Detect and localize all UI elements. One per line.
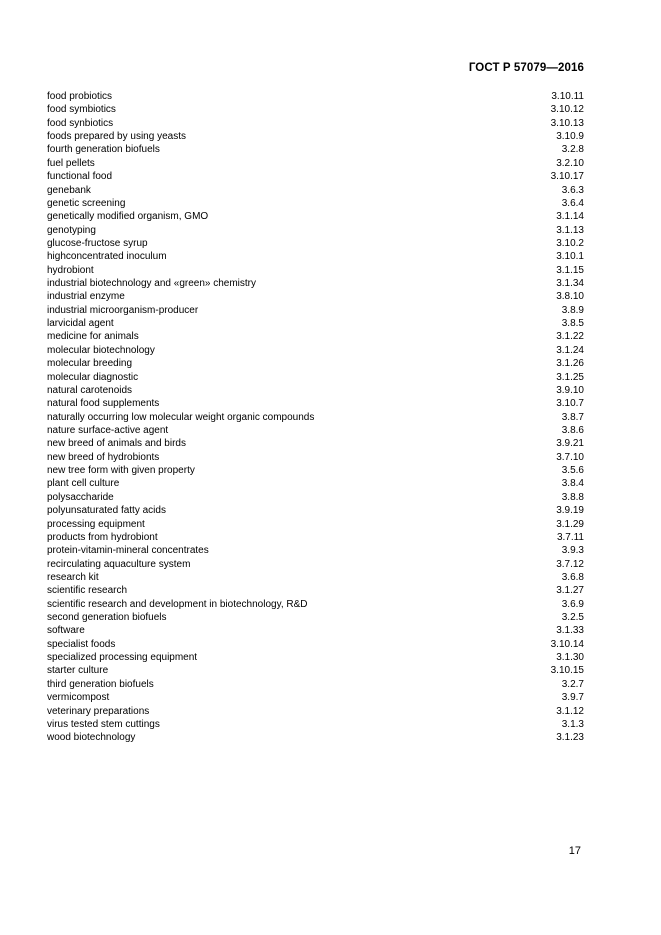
index-reference: 3.1.3 xyxy=(561,718,584,730)
index-entry xyxy=(47,411,584,424)
index-entry xyxy=(47,397,584,410)
index-entry xyxy=(47,290,584,303)
index-term: vermicompost xyxy=(47,692,110,704)
index-term: natural food supplements xyxy=(47,398,160,410)
index-entry xyxy=(47,544,584,557)
index-entry xyxy=(47,477,584,490)
index-term: food symbiotics xyxy=(47,104,116,116)
index-reference: 3.10.1 xyxy=(556,251,584,263)
index-reference: 3.6.9 xyxy=(561,598,584,610)
index-term: hydrobiont xyxy=(47,264,94,276)
index-entry xyxy=(47,197,584,210)
index-reference: 3.8.7 xyxy=(561,411,584,423)
index-reference: 3.9.10 xyxy=(556,384,584,396)
index-entry xyxy=(47,664,584,677)
index-entry xyxy=(47,424,584,437)
index-term: scientific research xyxy=(47,585,128,597)
index-reference: 3.1.26 xyxy=(556,358,584,370)
index-entry xyxy=(47,531,584,544)
index-term: new breed of hydrobionts xyxy=(47,451,160,463)
index-entry xyxy=(47,451,584,464)
index-entry xyxy=(47,731,584,744)
index-reference: 3.10.15 xyxy=(550,665,584,677)
index-reference: 3.2.8 xyxy=(561,144,584,156)
index-entry xyxy=(47,250,584,263)
standard-designation: ГОСТ Р 57079—2016 xyxy=(468,62,584,74)
index-entry xyxy=(47,678,584,691)
index-term: food synbiotics xyxy=(47,117,114,129)
index-reference: 3.6.8 xyxy=(561,571,584,583)
index-reference: 3.5.6 xyxy=(561,465,584,477)
index-reference: 3.1.23 xyxy=(556,732,584,744)
index-reference: 3.10.7 xyxy=(556,398,584,410)
index-entry xyxy=(47,184,584,197)
index-entry xyxy=(47,584,584,597)
index-entry xyxy=(47,437,584,450)
index-reference: 3.7.12 xyxy=(556,558,584,570)
index-reference: 3.10.2 xyxy=(556,237,584,249)
index-term: protein-vitamin-mineral concentrates xyxy=(47,545,209,557)
index-term: wood biotechnology xyxy=(47,732,136,744)
index-term: third generation biofuels xyxy=(47,678,154,690)
index-term: fuel pellets xyxy=(47,157,95,169)
index-reference: 3.9.19 xyxy=(556,505,584,517)
index-reference: 3.8.8 xyxy=(561,491,584,503)
index-term: functional food xyxy=(47,171,113,183)
index-term: nature surface-active agent xyxy=(47,424,169,436)
index-reference: 3.6.4 xyxy=(561,197,584,209)
index-entry xyxy=(47,103,584,116)
index-entry xyxy=(47,718,584,731)
index-reference: 3.1.29 xyxy=(556,518,584,530)
index-entry xyxy=(47,571,584,584)
page-number: 17 xyxy=(568,845,581,857)
index-term: medicine for animals xyxy=(47,331,139,343)
index-reference: 3.1.24 xyxy=(556,344,584,356)
index-entry xyxy=(47,624,584,637)
index-reference: 3.2.7 xyxy=(561,678,584,690)
index-term: genebank xyxy=(47,184,91,196)
index-term: specialized processing equipment xyxy=(47,652,198,664)
index-term: polyunsaturated fatty acids xyxy=(47,505,166,517)
index-reference: 3.7.10 xyxy=(556,451,584,463)
index-entry xyxy=(47,491,584,504)
index-term: scientific research and development in biotechnology, R&D xyxy=(47,598,308,610)
index-term: fourth generation biofuels xyxy=(47,144,160,156)
index-entry xyxy=(47,518,584,531)
index-reference: 3.1.12 xyxy=(556,705,584,717)
index-term: glucose-fructose syrup xyxy=(47,237,148,249)
index-term: new breed of animals and birds xyxy=(47,438,186,450)
index-reference: 3.1.33 xyxy=(556,625,584,637)
index-term: food probiotics xyxy=(47,91,113,102)
index-term: genetic screening xyxy=(47,197,126,209)
index-reference: 3.8.4 xyxy=(561,478,584,490)
index-entry xyxy=(47,117,584,130)
index-entry xyxy=(47,464,584,477)
index-entry xyxy=(47,170,584,183)
index-entry xyxy=(47,651,584,664)
index-term: industrial biotechnology and «green» chemistry xyxy=(47,278,257,290)
index-term: starter culture xyxy=(47,665,109,677)
index-term: recirculating aquaculture system xyxy=(47,558,191,570)
index-reference: 3.10.11 xyxy=(551,91,584,102)
index-term: products from hydrobiont xyxy=(47,531,158,543)
index-entry xyxy=(47,130,584,143)
index-entry xyxy=(47,264,584,277)
index-term: specialist foods xyxy=(47,638,116,650)
index-term: industrial microorganism-producer xyxy=(47,304,199,316)
index-entry xyxy=(47,691,584,704)
index-term: second generation biofuels xyxy=(47,612,167,624)
index-reference: 3.1.30 xyxy=(556,652,584,664)
index-reference: 3.1.15 xyxy=(556,264,584,276)
index-reference: 3.8.6 xyxy=(561,424,584,436)
index-reference: 3.9.3 xyxy=(561,545,584,557)
index-term: software xyxy=(47,625,85,637)
index-entry xyxy=(47,224,584,237)
index-entry xyxy=(47,277,584,290)
index-reference: 3.1.13 xyxy=(556,224,584,236)
term-index-list xyxy=(47,90,584,745)
index-term: plant cell culture xyxy=(47,478,120,490)
index-reference: 3.10.13 xyxy=(550,117,584,129)
index-term: highconcentrated inoculum xyxy=(47,251,167,263)
index-reference: 3.1.34 xyxy=(556,278,584,290)
index-term: larvicidal agent xyxy=(47,318,114,330)
index-entry xyxy=(47,157,584,170)
index-reference: 3.2.5 xyxy=(561,612,584,624)
index-term: genotyping xyxy=(47,224,96,236)
index-reference: 3.9.7 xyxy=(561,692,584,704)
index-entry xyxy=(47,705,584,718)
index-term: foods prepared by using yeasts xyxy=(47,131,186,143)
index-reference: 3.10.9 xyxy=(556,131,584,143)
index-entry xyxy=(47,504,584,517)
index-reference: 3.1.27 xyxy=(556,585,584,597)
index-reference: 3.10.17 xyxy=(550,171,584,183)
index-term: molecular biotechnology xyxy=(47,344,155,356)
index-term: processing equipment xyxy=(47,518,145,530)
index-term: molecular breeding xyxy=(47,358,133,370)
index-reference: 3.8.9 xyxy=(561,304,584,316)
index-entry xyxy=(47,317,584,330)
index-reference: 3.7.11 xyxy=(556,531,584,543)
index-entry xyxy=(47,384,584,397)
index-reference: 3.9.21 xyxy=(556,438,584,450)
index-entry xyxy=(47,344,584,357)
index-term: molecular diagnostic xyxy=(47,371,139,383)
index-term: veterinary preparations xyxy=(47,705,150,717)
index-term: new tree form with given property xyxy=(47,465,195,477)
index-term: industrial enzyme xyxy=(47,291,125,303)
index-entry xyxy=(47,638,584,651)
index-reference: 3.10.14 xyxy=(550,638,584,650)
index-term: natural carotenoids xyxy=(47,384,133,396)
index-term: research kit xyxy=(47,571,99,583)
index-entry xyxy=(47,143,584,156)
index-entry xyxy=(47,357,584,370)
index-entry xyxy=(47,371,584,384)
index-entry xyxy=(47,90,584,103)
index-entry xyxy=(47,237,584,250)
index-term: naturally occurring low molecular weight organic compounds xyxy=(47,411,315,423)
index-term: polysaccharide xyxy=(47,491,114,503)
index-entry xyxy=(47,330,584,343)
index-term: genetically modified organism, GMO xyxy=(47,211,209,223)
index-reference: 3.10.12 xyxy=(550,104,584,116)
index-entry xyxy=(47,598,584,611)
index-reference: 3.1.14 xyxy=(556,211,584,223)
index-reference: 3.1.25 xyxy=(556,371,584,383)
index-entry xyxy=(47,304,584,317)
index-reference: 3.8.5 xyxy=(561,318,584,330)
index-reference: 3.8.10 xyxy=(556,291,584,303)
index-term: virus tested stem cuttings xyxy=(47,718,160,730)
index-reference: 3.6.3 xyxy=(561,184,584,196)
index-reference: 3.2.10 xyxy=(556,157,584,169)
index-entry xyxy=(47,558,584,571)
index-entry xyxy=(47,210,584,223)
index-reference: 3.1.22 xyxy=(556,331,584,343)
index-entry xyxy=(47,611,584,624)
